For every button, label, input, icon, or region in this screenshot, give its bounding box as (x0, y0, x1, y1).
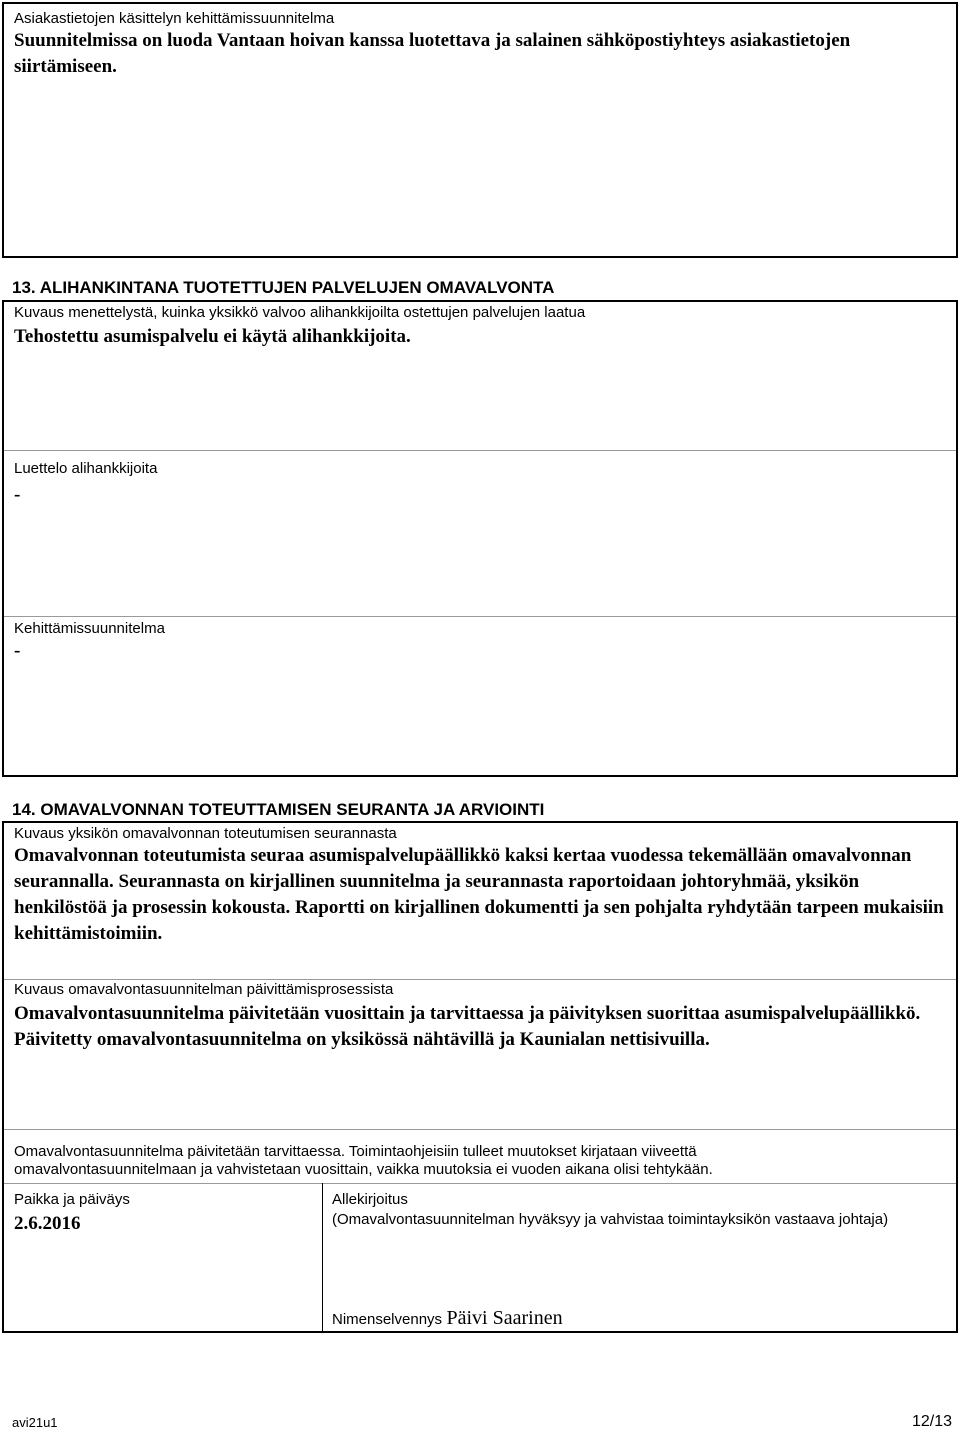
signer-name: Päivi Saarinen (446, 1307, 563, 1329)
monitoring-text: Omavalvonnan toteutumista seuraa asumispalvelupäällikkö kaksi kertaa vuodessa tekemällään omavalvonnan seurannalla. Seurannasta on kirjallinen suunnitelma ja seurannasta raportoidaan johtoryhmää, yksikön henkilöstöä ja prosessin kokousta. Raportti on kirjallinen dokumentti ja sen pohjalta ryhdytään tarpeen mukaisiin kehittämistoimiin. (14, 845, 944, 944)
section-14-heading: 14. OMAVALVONNAN TOTEUTTAMISEN SEURANTA JA ARVIOINTI (12, 800, 545, 819)
place-date-value: 2.6.2016 (14, 1213, 81, 1234)
divider (4, 1183, 956, 1184)
section-13-box (2, 300, 958, 777)
section-12-box (2, 2, 958, 258)
update-note: Omavalvontasuunnitelma päivitetään tarvittaessa. Toimintaohjeisiin tulleet muutokset kirjataan viiveettä omavalvontasuunnitelmaan ja vahvistetaan vuosittain, vaikka muutoksia ei vuoden aikana olisi tehtykään. (14, 1143, 713, 1178)
divider (4, 1129, 956, 1130)
page-number: 12/13 (911, 1413, 952, 1430)
subcontractor-list-label: Luettelo alihankkijoita (14, 460, 158, 477)
footer-code: avi21u1 (12, 1415, 58, 1430)
subcontractor-list-value: - (14, 484, 21, 505)
section-14-box (2, 821, 958, 1333)
development-plan-label: Kehittämissuunnitelma (14, 620, 165, 637)
signature-label: Allekirjoitus (332, 1191, 408, 1208)
signature-note: (Omavalvontasuunnitelman hyväksyy ja vahvistaa toimintayksikön vastaava johtaja) (332, 1211, 889, 1228)
section-13-text: Tehostettu asumispalvelu ei käytä alihankkijoita. (14, 326, 411, 347)
section-12-text: Suunnitelmissa on luoda Vantaan hoivan kanssa luotettava ja salainen sähköpostiyhteys asiakastietojen siirtämiseen. (14, 30, 851, 77)
divider (4, 450, 956, 451)
development-plan-value: - (14, 640, 21, 661)
section-13-label: Kuvaus menettelystä, kuinka yksikkö valvoo alihankkijoilta ostettujen palvelujen laatua (14, 304, 586, 321)
divider (4, 979, 956, 980)
monitoring-label: Kuvaus yksikön omavalvonnan toteutumisen seurannasta (14, 825, 397, 842)
section-13-heading: 13. ALIHANKINTANA TUOTETTUJEN PALVELUJEN OMAVALVONTA (12, 278, 555, 297)
section-12-label: Asiakastietojen käsittelyn kehittämissuunnitelma (14, 10, 335, 27)
name-clarification-label: Nimenselvennys (332, 1311, 443, 1328)
update-process-label: Kuvaus omavalvontasuunnitelman päivittämisprosessista (14, 981, 394, 998)
update-process-text: Omavalvontasuunnitelma päivitetään vuosittain ja tarvittaessa ja päivityksen suorittaa asumispalvelupäällikkö. Päivitetty omavalvontasuunnitelma on yksikössä nähtävillä ja Kaunialan nettisivuilla. (14, 1003, 921, 1050)
divider (4, 616, 956, 617)
signature-divider (322, 1183, 323, 1333)
place-date-label: Paikka ja päiväys (14, 1191, 130, 1208)
name-clarification (332, 1307, 563, 1330)
